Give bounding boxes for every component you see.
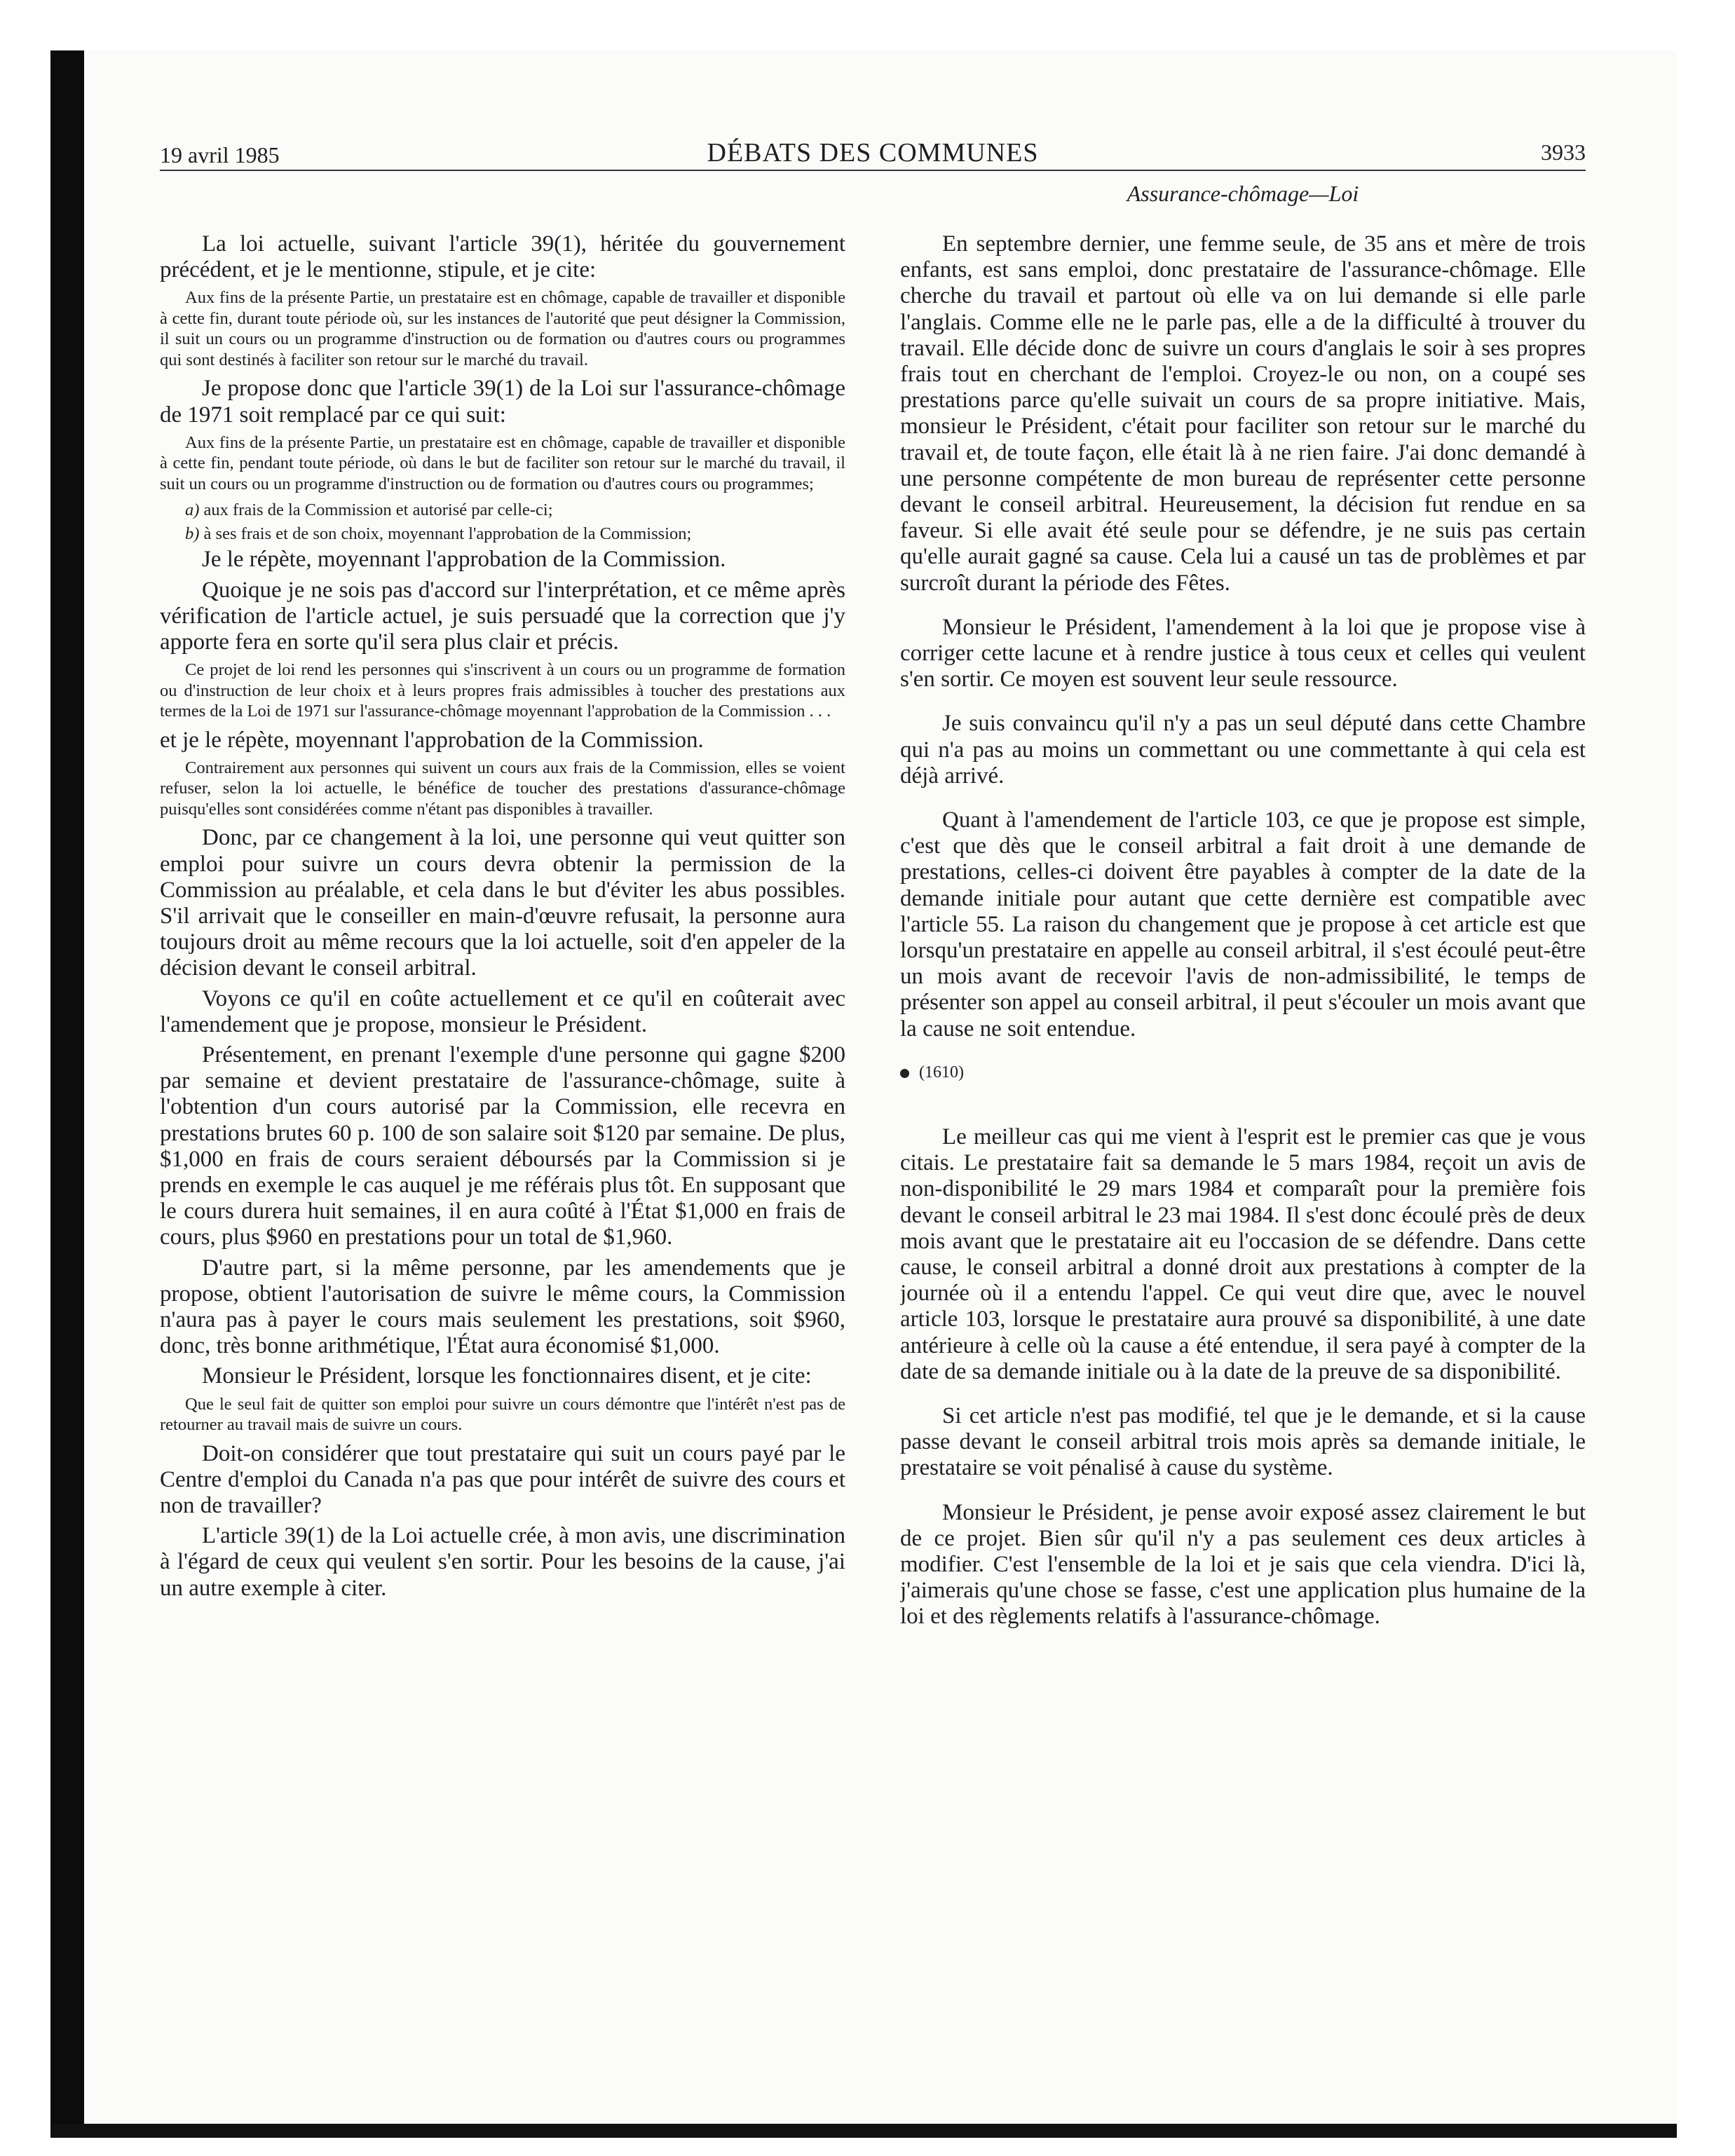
paragraph: D'autre part, si la même personne, par les amendements que je propose, obtient l'autorisation de suivre le même cours, la Commission n'aura pas à payer le cours mais seulement les prestations, soit $960, donc, très bonne arithmétique, l'État aura économisé $1,000.	[160, 1255, 845, 1359]
block-quote: Que le seul fait de quitter son emploi pour suivre un cours démontre que l'intérêt n'est pas de retourner au travail mais de suivre un cours.	[160, 1394, 845, 1435]
right-column	[900, 231, 1586, 2040]
paragraph: Monsieur le Président, l'amendement à la loi que je propose vise à corriger cette lacune et à rendre justice à tous ceux et celles qui veulent s'en sortir. Ce moyen est souvent leur seule ressource.	[900, 614, 1586, 692]
running-title: Assurance-chômage—Loi	[1127, 181, 1359, 206]
paragraph: Monsieur le Président, lorsque les fonctionnaires disent, et je cite:	[202, 1363, 812, 1389]
item-letter: b)	[185, 524, 200, 543]
block-quote: Aux fins de la présente Partie, un prestataire est en chômage, capable de travailler et disponible à cette fin, pendant toute période, où dans le but de faciliter son retour sur le marché du travail, il suit un cours ou un programme d'instruction ou de formation ou d'autres cours ou programmes;	[160, 432, 845, 493]
header-date: 19 avril 1985	[160, 142, 280, 168]
header-title: DÉBATS DES COMMUNES	[707, 138, 1039, 168]
list-item	[160, 500, 845, 521]
paragraph: Le meilleur cas qui me vient à l'esprit est le premier cas que je vous citais. Le prestataire fait sa demande le 5 mars 1984, reçoit un avis de non-disponibilité le 29 mars 1984 et comparaît pour la première fois devant le conseil arbitral le 23 mai 1984. Il s'est donc écoulé près de deux mois avant que le prestataire ait eu l'occasion de se défendre. Dans cette cause, le conseil arbitral a donné droit aux prestations à compter de la journée où il a entendu l'appel. Ce qui veut dire que, avec le nouvel article 103, lorsque le prestataire aura prouvé sa disponibilité, à une date antérieure à celle où la cause a été entendue, il sera payé à compter de la date de sa demande initiale ou à la date de la preuve de sa disponibilité.	[900, 1124, 1586, 1384]
header-page-number: 3933	[1541, 139, 1586, 165]
paragraph: Doit-on considérer que tout prestataire qui suit un cours payé par le Centre d'emploi du Canada n'a pas que pour intérêt de suivre des cours et non de travailler?	[160, 1440, 845, 1518]
paragraph: Si cet article n'est pas modifié, tel que je le demande, et si la cause passe devant le conseil arbitral trois mois après sa demande initiale, le prestataire se voit pénalisé à cause du système.	[900, 1403, 1586, 1481]
left-column	[160, 231, 845, 2040]
paragraph: L'article 39(1) de la Loi actuelle crée, à mon avis, une discrimination à l'égard de ceux qui veulent s'en sortir. Pour les besoins de la cause, j'ai un autre exemple à citer.	[160, 1523, 845, 1601]
scan-border-bottom	[50, 2124, 1677, 2138]
item-text: aux frais de la Commission et autorisé par celle-ci;	[199, 500, 553, 520]
paragraph: Je le répète, moyennant l'approbation de la Commission.	[202, 547, 726, 573]
block-quote: Aux fins de la présente Partie, un prestataire est en chômage, capable de travailler et disponible à cette fin, durant toute période où, sur les instances de l'autorité que peut désigner la Commission, il suit un cours ou un programme d'instruction ou de formation ou d'autres cours ou programmes qui sont destinés à faciliter son retour sur le marché du travail.	[160, 288, 845, 369]
block-quote: Ce projet de loi rend les personnes qui s'inscrivent à un cours ou un programme de formation ou d'instruction de leur choix et à leurs propres frais admissibles à toucher des prestations aux termes de la Loi de 1971 sur l'assurance-chômage moyennant l'approbation de la Commission . . .	[160, 660, 845, 721]
paragraph: Quoique je ne sois pas d'accord sur l'interprétation, et ce même après vérification de l'article actuel, je suis persuadé que la correction que j'y apporte fera en sorte qu'il sera plus clair et précis.	[160, 577, 845, 655]
paragraph: La loi actuelle, suivant l'article 39(1), héritée du gouvernement précédent, et je le mentionne, stipule, et je cite:	[160, 231, 845, 283]
paragraph: Donc, par ce changement à la loi, une personne qui veut quitter son emploi pour suivre un cours devra obtenir la permission de la Commission au préalable, et cela dans le but d'éviter les abus possibles. S'il arrivait que le conseiller en main-d'œuvre refusait, la personne aura toujours droit au même recours que la loi actuelle, soit d'en appeler de la décision devant le conseil arbitral.	[160, 825, 845, 981]
bullet-icon	[900, 1069, 909, 1078]
scan-border-left	[50, 50, 84, 2138]
item-text: à ses frais et de son choix, moyennant l'approbation de la Commission;	[199, 524, 692, 543]
paragraph: Présentement, en prenant l'exemple d'une personne qui gagne $200 par semaine et devient prestataire de l'assurance-chômage, suite à l'obtention d'un cours autorisé par la Commission, elle recevra en prestations brutes 60 p. 100 de son salaire soit $120 par semaine. De plus, $1,000 en frais de cours seraient déboursés par la Commission si je prends en exemple le cas auquel je me référais plus tôt. En supposant que le cours durera huit semaines, il en aura coûté à l'État $1,000 en frais de cours, plus $960 en prestations pour un total de $1,960.	[160, 1042, 845, 1250]
time-marker	[900, 1063, 1586, 1082]
paragraph: Quant à l'amendement de l'article 103, ce que je propose est simple, c'est que dès que le conseil arbitral a fait droit à une demande de prestations, celles-ci doivent être payables à compter de la date de la demande initiale pour autant que cette dernière est compatible avec l'article 55. La raison du changement que je propose à cet article est que lorsqu'un prestataire en appelle au conseil arbitral, il s'est écoulé peut-être un mois avant de recevoir l'avis de non-admissibilité, le temps de présenter son appel au conseil arbitral, il peut s'écouler un mois avant que la cause ne soit entendue.	[900, 807, 1586, 1042]
block-quote: Contrairement aux personnes qui suivent un cours aux frais de la Commission, elles se voient refuser, selon la loi actuelle, le bénéfice de toucher des prestations d'assurance-chômage puisqu'elles sont considérées comme n'étant pas disponibles à travailler.	[160, 758, 845, 819]
item-letter: a)	[185, 500, 200, 520]
paragraph: Je suis convaincu qu'il n'y a pas un seul député dans cette Chambre qui n'a pas au moins un commettant ou une commettante à qui cela est déjà arrivé.	[900, 711, 1586, 789]
paragraph: Je propose donc que l'article 39(1) de la Loi sur l'assurance-chômage de 1971 soit remplacé par ce qui suit:	[160, 376, 845, 428]
paragraph: et je le répète, moyennant l'approbation de la Commission.	[160, 727, 704, 753]
paragraph: Voyons ce qu'il en coûte actuellement et ce qu'il en coûterait avec l'amendement que je propose, monsieur le Président.	[160, 985, 845, 1037]
time-marker-text: (1610)	[919, 1063, 964, 1082]
page-header	[160, 137, 1586, 171]
paragraph: Monsieur le Président, je pense avoir exposé assez clairement le but de ce projet. Bien sûr qu'il n'y a pas seulement ces deux articles à modifier. C'est l'ensemble de la loi et je sais que cela viendra. D'ici là, j'aimerais qu'une chose se fasse, c'est une application plus humaine de la loi et des règlements relatifs à l'assurance-chômage.	[900, 1499, 1586, 1630]
paragraph: En septembre dernier, une femme seule, de 35 ans et mère de trois enfants, est sans emploi, donc prestataire de l'assurance-chômage. Elle cherche du travail et partout où elle va on lui demande si elle parle l'anglais. Comme elle ne le parle pas, elle a de la difficulté à trouver du travail. Elle décide donc de suivre un cours d'anglais le soir à ses propres frais tout en cherchant de l'emploi. Croyez-le ou non, on a coupé ses prestations parce qu'elle suivait un cours de sa propre initiative. Mais, monsieur le Président, c'était pour faciliter son retour sur le marché du travail et, de toute façon, elle était là à ne rien faire. J'ai donc demandé à une personne compétente de mon bureau de représenter cette personne devant le conseil arbitral. Heureusement, la décision fut rendue en sa faveur. Si elle avait été seule pour se défendre, je ne suis pas certain qu'elle aurait gagné sa cause. Cela lui a causé un tas de problèmes et par surcroît durant la période des Fêtes.	[900, 231, 1586, 596]
list-item	[160, 524, 845, 545]
